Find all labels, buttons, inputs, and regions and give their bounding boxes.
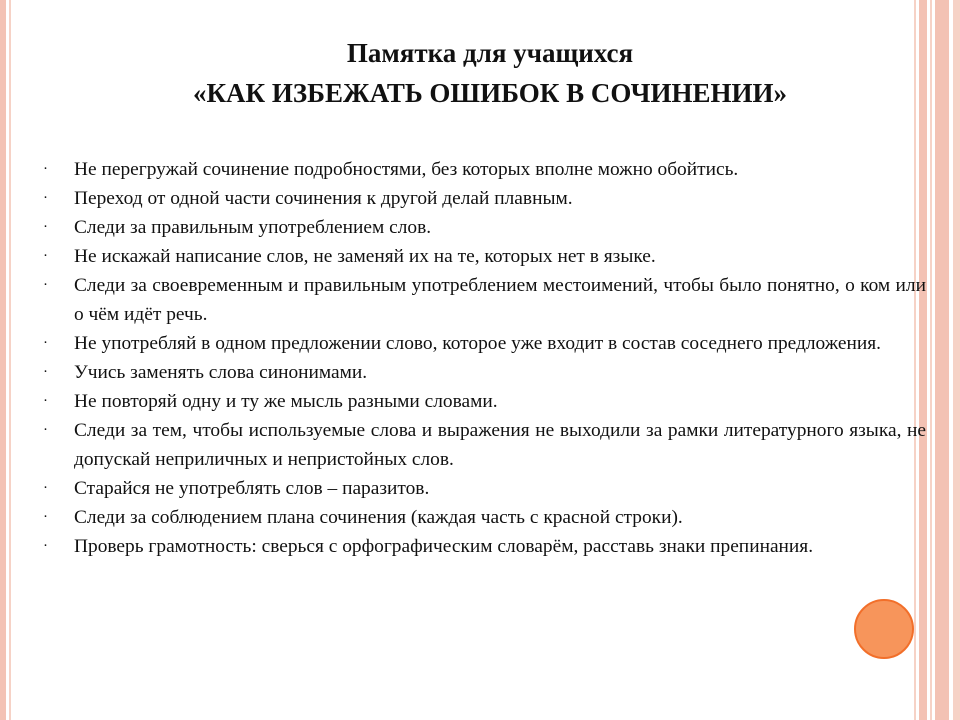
rule-item xyxy=(43,329,926,358)
decorative-circle xyxy=(854,599,914,659)
rule-text: Следи за своевременным и правильным употреблением местоимений, чтобы было понятно, о ком или о чём идёт речь. xyxy=(74,275,926,325)
rule-text: Переход от одной части сочинения к другой делай плавным. xyxy=(74,188,573,209)
rule-item xyxy=(43,532,926,561)
right-frame-stripe-2 xyxy=(930,0,932,720)
bullet-icon: · xyxy=(43,335,48,351)
rule-item xyxy=(43,358,926,387)
rule-item xyxy=(43,155,926,184)
rule-item xyxy=(43,213,926,242)
rule-text: Не повторяй одну и ту же мысль разными словами. xyxy=(74,391,498,412)
bullet-icon: · xyxy=(43,248,48,264)
rule-text: Учись заменять слова синонимами. xyxy=(74,362,368,383)
bullet-icon: · xyxy=(43,480,48,496)
rules-list xyxy=(43,155,926,561)
rule-text: Не употребляй в одном предложении слово, которое уже входит в состав соседнего предложения. xyxy=(74,333,882,354)
bullet-icon: · xyxy=(43,219,48,235)
rule-text: Следи за соблюдением плана сочинения (каждая часть с красной строки). xyxy=(74,507,683,528)
left-frame-stripe xyxy=(0,0,6,720)
bullet-icon: · xyxy=(43,161,48,177)
rule-item xyxy=(43,416,926,474)
rule-item xyxy=(43,387,926,416)
rule-item xyxy=(43,503,926,532)
bullet-icon: · xyxy=(43,509,48,525)
rule-item xyxy=(43,242,926,271)
right-frame-stripe-4 xyxy=(953,0,960,720)
right-frame-stripe-3 xyxy=(935,0,949,720)
rule-item xyxy=(43,184,926,213)
rule-text: Старайся не употреблять слов – паразитов. xyxy=(74,478,430,499)
rule-item xyxy=(43,474,926,503)
bullet-icon: · xyxy=(43,393,48,409)
left-frame-thin-line xyxy=(9,0,11,720)
rule-text: Не перегружай сочинение подробностями, без которых вполне можно обойтись. xyxy=(74,159,739,180)
rule-item xyxy=(43,271,926,329)
page-title: Памятка для учащихся xyxy=(346,38,634,68)
rule-text: Следи за тем, чтобы используемые слова и выражения не выходили за рамки литературного языка, не допускай неприличных и непристойных слов. xyxy=(74,420,926,470)
bullet-icon: · xyxy=(43,538,48,554)
rule-text: Следи за правильным употреблением слов. xyxy=(74,217,432,238)
bullet-icon: · xyxy=(43,422,48,438)
bullet-icon: · xyxy=(43,190,48,206)
rule-text: Проверь грамотность: сверься с орфографическим словарём, расставь знаки препинания. xyxy=(74,536,814,557)
bullet-icon: · xyxy=(43,277,48,293)
page-subtitle: «КАК ИЗБЕЖАТЬ ОШИБОК В СОЧИНЕНИИ» xyxy=(192,78,787,108)
rule-text: Не искажай написание слов, не заменяй их на те, которых нет в языке. xyxy=(74,246,656,267)
bullet-icon: · xyxy=(43,364,48,380)
